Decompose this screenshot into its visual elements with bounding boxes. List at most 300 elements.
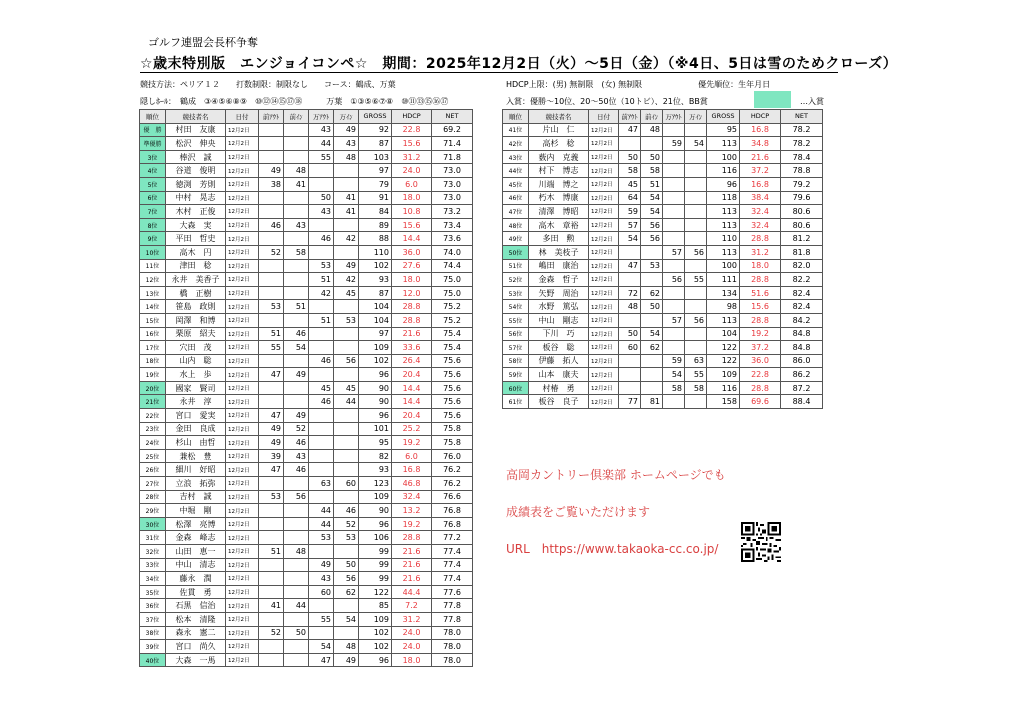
date-cell: 12月2日 (226, 313, 259, 327)
player-name: 山内 聡 (166, 354, 226, 368)
date-cell: 12月2日 (589, 341, 619, 355)
net-score: 77.8 (432, 599, 473, 613)
gross-score: 110 (359, 245, 392, 259)
player-name: 永井 美香子 (166, 273, 226, 287)
hdcp-value: 6.0 (392, 449, 432, 463)
date-cell: 12月2日 (226, 612, 259, 626)
gross-score: 102 (359, 640, 392, 654)
score-man-out: 44 (309, 137, 334, 151)
player-name: 山田 恵一 (166, 545, 226, 559)
score-front-in (284, 381, 309, 395)
net-score: 84.8 (781, 327, 823, 341)
hdcp-value: 28.8 (392, 531, 432, 545)
date-cell: 12月2日 (226, 653, 259, 667)
table-row (503, 259, 823, 273)
hdcp-value: 28.8 (392, 313, 432, 327)
score-man-in (685, 123, 707, 137)
net-score: 75.8 (432, 436, 473, 450)
table-row (503, 327, 823, 341)
date-cell: 12月2日 (226, 327, 259, 341)
player-name: 金森 哲子 (529, 273, 589, 287)
hdcp-value: 15.6 (740, 300, 781, 314)
gross-score: 97 (359, 327, 392, 341)
gross-score: 113 (707, 205, 740, 219)
player-name: 中山 剛志 (529, 313, 589, 327)
net-score: 86.2 (781, 368, 823, 382)
score-front-in: 41 (284, 177, 309, 191)
score-man-in (334, 218, 359, 232)
net-score: 78.2 (781, 123, 823, 137)
gross-score: 84 (359, 205, 392, 219)
date-cell: 12月2日 (226, 477, 259, 491)
results-table-left (139, 109, 473, 667)
net-score: 75.6 (432, 395, 473, 409)
rank-cell: 45位 (503, 177, 529, 191)
net-score: 76.8 (432, 504, 473, 518)
hdcp-value: 24.0 (392, 164, 432, 178)
date-cell: 12月2日 (226, 585, 259, 599)
hdcp-value: 18.0 (740, 259, 781, 273)
rank-cell: 9位 (140, 232, 166, 246)
rank-cell: 29位 (140, 504, 166, 518)
player-name: 下川 巧 (529, 327, 589, 341)
score-man-in: 48 (334, 150, 359, 164)
score-man-out: 53 (309, 531, 334, 545)
score-front-out: 39 (259, 449, 284, 463)
net-score: 69.2 (432, 123, 473, 137)
score-front-out: 55 (259, 341, 284, 355)
score-front-out (259, 123, 284, 137)
score-front-in (284, 504, 309, 518)
player-name: 村田 友康 (166, 123, 226, 137)
hdcp-value: 36.0 (740, 354, 781, 368)
rank-cell: 58位 (503, 354, 529, 368)
score-front-in: 46 (284, 436, 309, 450)
date-cell: 12月2日 (226, 218, 259, 232)
date-cell: 12月2日 (226, 395, 259, 409)
rank-cell: 4位 (140, 164, 166, 178)
score-front-out (619, 381, 641, 395)
table-row (503, 137, 823, 151)
table-row (140, 191, 473, 205)
gross-score: 85 (359, 599, 392, 613)
score-front-in: 50 (641, 300, 663, 314)
score-front-out (259, 150, 284, 164)
score-front-out: 51 (259, 327, 284, 341)
net-score: 78.0 (432, 653, 473, 667)
hdcp-value: 28.8 (740, 273, 781, 287)
score-man-in: 55 (685, 368, 707, 382)
score-front-out: 47 (259, 368, 284, 382)
player-name: 大森 一馬 (166, 653, 226, 667)
column-header: 前ｲﾝ (284, 110, 309, 124)
date-cell: 12月2日 (226, 599, 259, 613)
score-man-in (334, 449, 359, 463)
rank-cell: 16位 (140, 327, 166, 341)
player-name: 水上 歩 (166, 368, 226, 382)
score-man-in: 58 (685, 381, 707, 395)
table-row (503, 164, 823, 178)
gross-score: 87 (359, 286, 392, 300)
player-name: 中堀 剛 (166, 504, 226, 518)
score-front-out (259, 585, 284, 599)
column-header: 万ｱｳﾄ (663, 110, 685, 124)
table-header-row (503, 110, 823, 124)
net-score: 79.2 (781, 177, 823, 191)
date-cell: 12月2日 (226, 232, 259, 246)
net-score: 79.6 (781, 191, 823, 205)
column-header: 順位 (503, 110, 529, 124)
hdcp-value: 69.6 (740, 395, 781, 409)
date-cell: 12月2日 (226, 245, 259, 259)
hdcp-value: 18.0 (392, 653, 432, 667)
player-name: 森永 憲二 (166, 626, 226, 640)
rank-cell: 59位 (503, 368, 529, 382)
score-front-in: 48 (284, 545, 309, 559)
hdcp-value: 28.8 (740, 313, 781, 327)
table-row (140, 327, 473, 341)
score-man-in (685, 218, 707, 232)
net-score: 75.2 (432, 313, 473, 327)
column-header: HDCP (392, 110, 432, 124)
hdcp-value: 31.2 (392, 612, 432, 626)
score-front-out: 47 (259, 409, 284, 423)
date-cell: 12月2日 (226, 354, 259, 368)
rank-cell: 22位 (140, 409, 166, 423)
score-man-out (309, 422, 334, 436)
hdcp-value: 27.6 (392, 259, 432, 273)
hdcp-value: 51.6 (740, 286, 781, 300)
legend-label: …入賞 (800, 97, 824, 106)
rank-cell: 46位 (503, 191, 529, 205)
date-cell: 12月2日 (589, 395, 619, 409)
score-man-out (309, 449, 334, 463)
rank-cell: 40位 (140, 653, 166, 667)
score-man-in (334, 436, 359, 450)
score-man-in: 44 (334, 395, 359, 409)
score-front-out: 52 (259, 245, 284, 259)
score-man-out (663, 327, 685, 341)
gross-score: 104 (707, 327, 740, 341)
rank-cell: 56位 (503, 327, 529, 341)
score-front-in (284, 313, 309, 327)
score-man-out: 58 (663, 381, 685, 395)
score-front-out (619, 137, 641, 151)
score-man-out: 46 (309, 354, 334, 368)
score-front-out (259, 286, 284, 300)
award-info: 入賞：優勝～10位、20～50位（10トビ）、21位、BB賞 (506, 97, 708, 106)
net-score: 76.2 (432, 463, 473, 477)
date-cell: 12月2日 (226, 626, 259, 640)
date-cell: 12月2日 (589, 327, 619, 341)
player-name: 水野 篤弘 (529, 300, 589, 314)
net-score: 75.4 (432, 327, 473, 341)
hdcp-value: 28.8 (740, 232, 781, 246)
date-cell: 12月2日 (589, 177, 619, 191)
hdcp-value: 37.2 (740, 164, 781, 178)
hdcp-value: 16.8 (740, 123, 781, 137)
score-front-out (619, 245, 641, 259)
hdcp-value: 14.4 (392, 395, 432, 409)
date-cell: 12月2日 (226, 409, 259, 423)
score-front-in: 54 (641, 191, 663, 205)
score-front-in (641, 313, 663, 327)
table-row (140, 640, 473, 654)
net-score: 76.6 (432, 490, 473, 504)
net-score: 75.6 (432, 368, 473, 382)
score-front-out (259, 259, 284, 273)
hdcp-value: 24.0 (392, 626, 432, 640)
gross-score: 79 (359, 177, 392, 191)
hdcp-value: 37.2 (740, 341, 781, 355)
column-header: 競技者名 (529, 110, 589, 124)
hdcp-value: 32.4 (392, 490, 432, 504)
gross-score: 158 (707, 395, 740, 409)
table-row (140, 436, 473, 450)
rank-cell: 5位 (140, 177, 166, 191)
gross-score: 96 (707, 177, 740, 191)
table-row (140, 273, 473, 287)
rank-cell: 51位 (503, 259, 529, 273)
date-cell: 12月2日 (226, 177, 259, 191)
gross-score: 100 (707, 259, 740, 273)
score-man-out: 47 (309, 653, 334, 667)
player-name: 笹島 政則 (166, 300, 226, 314)
player-name: 多田 勲 (529, 232, 589, 246)
rank-cell: 12位 (140, 273, 166, 287)
score-front-in: 48 (284, 164, 309, 178)
qr-code-icon[interactable] (741, 522, 781, 562)
table-row (503, 341, 823, 355)
player-name: 片山 仁 (529, 123, 589, 137)
competition-rules: 競技方法：ペリア１２ 打数制限：制限なし コース：鶴成、万葉 (140, 80, 396, 89)
player-name: 宮口 尚久 (166, 640, 226, 654)
table-row (140, 626, 473, 640)
score-front-in (284, 205, 309, 219)
score-man-out (309, 368, 334, 382)
score-man-out: 55 (309, 150, 334, 164)
net-score: 74.4 (432, 259, 473, 273)
score-front-in (284, 273, 309, 287)
net-score: 87.2 (781, 381, 823, 395)
score-man-in (685, 300, 707, 314)
score-man-in: 48 (334, 640, 359, 654)
score-man-in: 54 (334, 612, 359, 626)
score-man-out (663, 218, 685, 232)
score-front-in: 44 (284, 599, 309, 613)
table-row (140, 409, 473, 423)
score-man-out: 50 (309, 191, 334, 205)
score-front-in: 53 (641, 259, 663, 273)
hdcp-value: 22.8 (740, 368, 781, 382)
score-man-out: 63 (309, 477, 334, 491)
rank-cell: 17位 (140, 341, 166, 355)
date-cell: 12月2日 (226, 504, 259, 518)
date-cell: 12月2日 (589, 245, 619, 259)
rank-cell: 21位 (140, 395, 166, 409)
score-front-out (259, 572, 284, 586)
net-score: 76.0 (432, 449, 473, 463)
score-man-in: 49 (334, 259, 359, 273)
gross-score: 88 (359, 232, 392, 246)
gross-score: 109 (359, 612, 392, 626)
player-name: 金森 峰志 (166, 531, 226, 545)
table-row (503, 313, 823, 327)
rank-cell: 49位 (503, 232, 529, 246)
hdcp-value: 34.8 (740, 137, 781, 151)
score-front-in (284, 286, 309, 300)
rank-cell: 15位 (140, 313, 166, 327)
score-man-out: 45 (309, 381, 334, 395)
score-front-in: 58 (641, 164, 663, 178)
score-man-in (685, 191, 707, 205)
player-name: 岡澤 和博 (166, 313, 226, 327)
table-row (140, 612, 473, 626)
score-man-out (663, 191, 685, 205)
score-man-in: 53 (334, 313, 359, 327)
score-man-in (685, 286, 707, 300)
score-front-out: 60 (619, 341, 641, 355)
rank-cell: 43位 (503, 150, 529, 164)
gross-score: 99 (359, 558, 392, 572)
player-name: 穴田 茂 (166, 341, 226, 355)
column-header: GROSS (359, 110, 392, 124)
score-man-out (663, 259, 685, 273)
player-name: 橋 正樹 (166, 286, 226, 300)
net-score: 78.8 (781, 164, 823, 178)
score-front-in: 56 (641, 218, 663, 232)
score-man-in (685, 395, 707, 409)
hdcp-value: 31.2 (392, 150, 432, 164)
gross-score: 90 (359, 395, 392, 409)
score-front-out (259, 558, 284, 572)
score-man-in (685, 150, 707, 164)
table-row (503, 354, 823, 368)
rank-cell: 36位 (140, 599, 166, 613)
score-man-in (685, 327, 707, 341)
score-front-in (641, 273, 663, 287)
score-front-out (259, 205, 284, 219)
score-front-out: 59 (619, 205, 641, 219)
score-front-out: 50 (619, 150, 641, 164)
date-cell: 12月2日 (226, 259, 259, 273)
player-name: 國家 賢司 (166, 381, 226, 395)
date-cell: 12月2日 (589, 368, 619, 382)
player-name: 山本 康夫 (529, 368, 589, 382)
score-front-in: 54 (641, 327, 663, 341)
score-man-in (685, 259, 707, 273)
table-row (140, 463, 473, 477)
score-front-out: 48 (619, 300, 641, 314)
date-cell: 12月2日 (589, 137, 619, 151)
score-front-in (284, 653, 309, 667)
table-row (503, 368, 823, 382)
column-header: 前ｱｳﾄ (259, 110, 284, 124)
date-cell: 12月2日 (589, 164, 619, 178)
score-man-out: 60 (309, 585, 334, 599)
score-man-out: 51 (309, 313, 334, 327)
rank-cell: 53位 (503, 286, 529, 300)
score-front-out (619, 273, 641, 287)
rank-cell: 28位 (140, 490, 166, 504)
date-cell: 12月2日 (589, 286, 619, 300)
score-man-in: 41 (334, 205, 359, 219)
table-row (503, 395, 823, 409)
hdcp-value: 21.6 (392, 327, 432, 341)
table-row (140, 545, 473, 559)
score-front-out: 58 (619, 164, 641, 178)
player-name: 木村 正俊 (166, 205, 226, 219)
score-man-out (309, 436, 334, 450)
gross-score: 96 (359, 517, 392, 531)
hdcp-value: 28.8 (740, 381, 781, 395)
net-score: 77.4 (432, 572, 473, 586)
score-man-out (309, 327, 334, 341)
score-front-out (259, 640, 284, 654)
score-front-out (259, 137, 284, 151)
score-front-out: 49 (259, 436, 284, 450)
title-underline (140, 72, 838, 73)
column-header: 万ｱｳﾄ (309, 110, 334, 124)
player-name: 石黒 信治 (166, 599, 226, 613)
score-man-out (309, 300, 334, 314)
hdcp-value: 13.2 (392, 504, 432, 518)
net-score: 82.2 (781, 273, 823, 287)
score-man-in: 56 (334, 354, 359, 368)
table-row (503, 123, 823, 137)
table-row (140, 381, 473, 395)
rank-cell: 27位 (140, 477, 166, 491)
gross-score: 82 (359, 449, 392, 463)
score-front-in (284, 477, 309, 491)
rank-cell: 37位 (140, 612, 166, 626)
gross-score: 96 (359, 368, 392, 382)
gross-score: 91 (359, 191, 392, 205)
column-header: NET (781, 110, 823, 124)
score-man-out (309, 245, 334, 259)
score-man-in (334, 599, 359, 613)
net-score: 82.4 (781, 300, 823, 314)
rank-cell: 57位 (503, 341, 529, 355)
net-score: 88.4 (781, 395, 823, 409)
rank-cell: 優 勝 (140, 123, 166, 137)
score-front-out: 47 (259, 463, 284, 477)
score-man-out (663, 395, 685, 409)
player-name: 栗原 紹夫 (166, 327, 226, 341)
rank-cell: 13位 (140, 286, 166, 300)
table-row (140, 177, 473, 191)
player-name: 金田 良成 (166, 422, 226, 436)
date-cell: 12月2日 (589, 381, 619, 395)
hidden-holes: 隠しﾎｰﾙ： 鶴成 ③④⑤⑥⑧⑨ ⑩⑫⑭⑮⑰⑱ 万葉 ①③⑤⑥⑦⑧ ⑩⑪⑬⑮⑯⑰ (140, 97, 449, 106)
net-score: 78.0 (432, 640, 473, 654)
player-name: 兼松 豊 (166, 449, 226, 463)
score-man-in (334, 463, 359, 477)
player-name: 宮口 愛実 (166, 409, 226, 423)
gross-score: 95 (359, 436, 392, 450)
hdcp-value: 16.8 (740, 177, 781, 191)
player-name: 板谷 聡 (529, 341, 589, 355)
player-name: 津田 稔 (166, 259, 226, 273)
score-front-out (259, 313, 284, 327)
hdcp-value: 21.6 (392, 572, 432, 586)
player-name: 立浪 拓弥 (166, 477, 226, 491)
website-link[interactable]: URL https://www.takaoka-cc.co.jp/ (506, 542, 719, 556)
score-man-out (309, 177, 334, 191)
gross-score: 98 (707, 300, 740, 314)
score-front-out: 38 (259, 177, 284, 191)
date-cell: 12月2日 (589, 218, 619, 232)
